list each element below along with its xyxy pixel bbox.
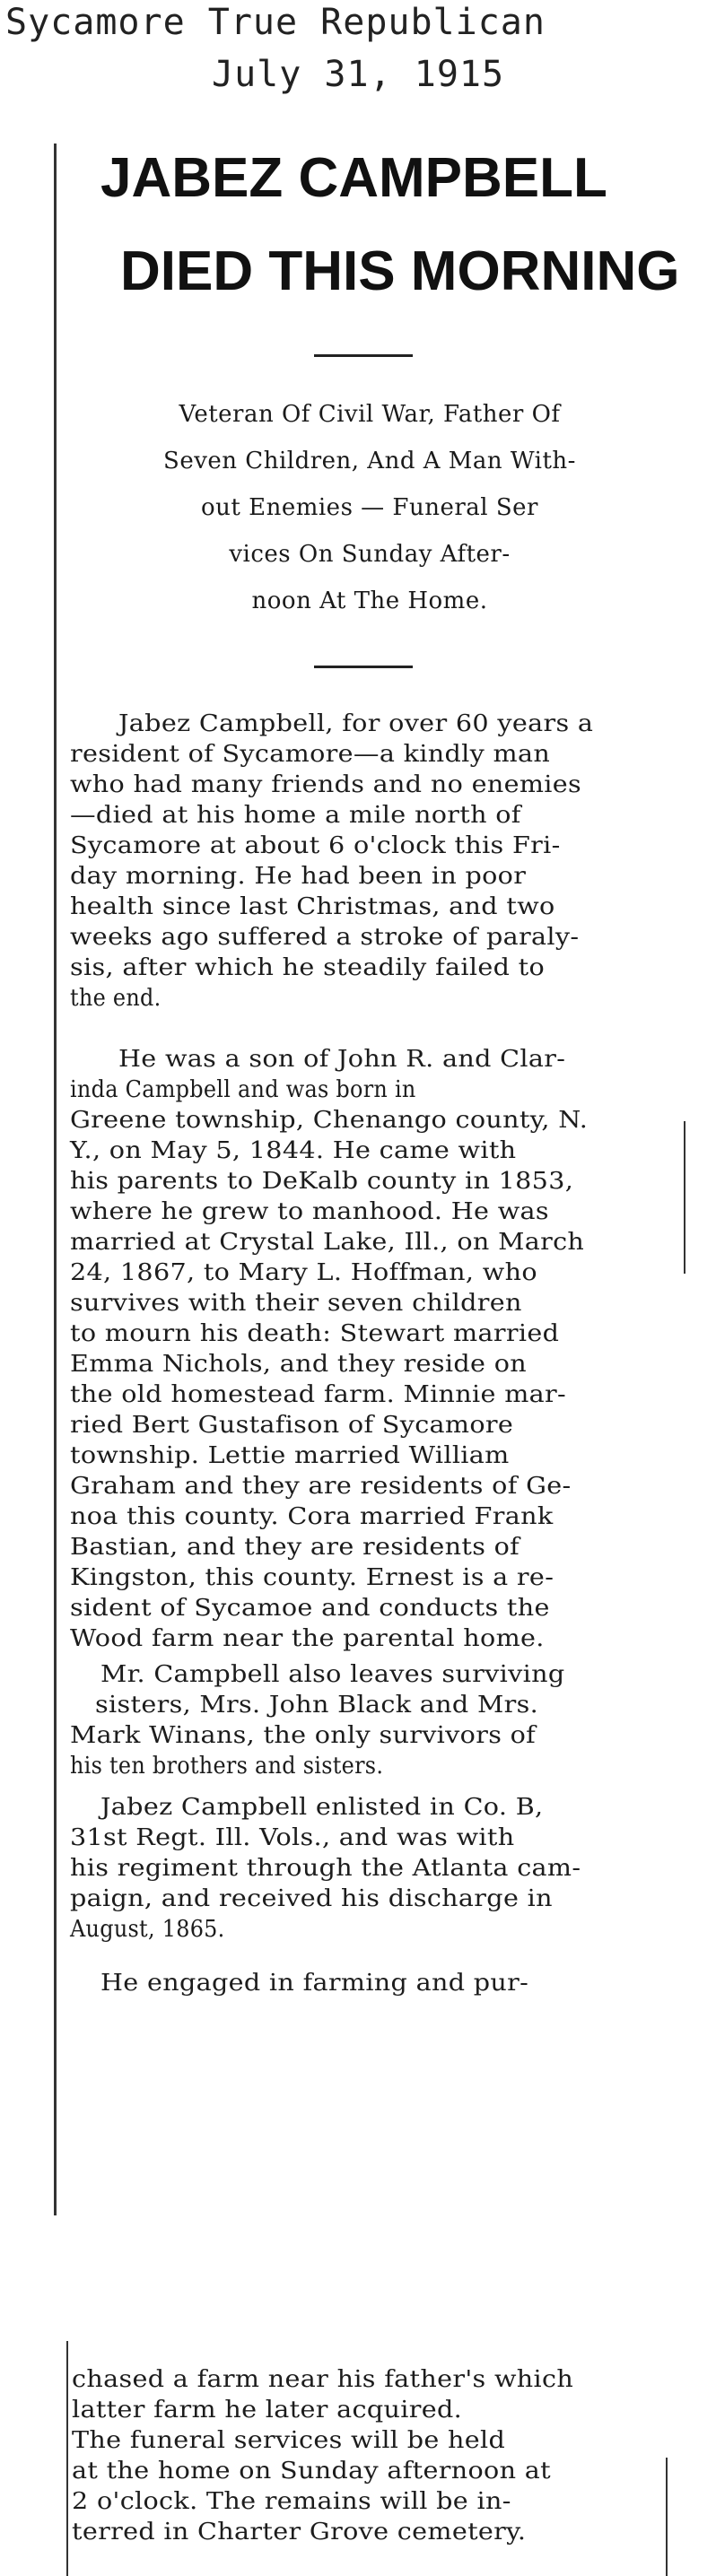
column-rule-left-lower bbox=[66, 2341, 68, 2576]
body-text-line: latter farm he later acquired. bbox=[72, 2397, 463, 2424]
body-text-line: 31st Regt. Ill. Vols., and was with bbox=[70, 1824, 515, 1851]
body-text-line: Bastian, and they are residents of bbox=[70, 1534, 520, 1561]
body-text-line: Kingston, this county. Ernest is a re- bbox=[70, 1564, 554, 1591]
body-text-line: Greene township, Chenango county, N. bbox=[70, 1107, 589, 1134]
body-text-line: August, 1865. bbox=[70, 1916, 225, 1943]
body-text-line: his parents to DeKalb county in 1853, bbox=[70, 1168, 574, 1195]
body-text-line: Sycamore at about 6 o'clock this Fri- bbox=[70, 832, 561, 859]
body-text-line: Wood farm near the parental home. bbox=[70, 1625, 545, 1652]
body-text-line: married at Crystal Lake, Ill., on March bbox=[70, 1229, 585, 1256]
body-text-line: to mourn his death: Stewart married bbox=[70, 1320, 560, 1347]
body-text-line: where he grew to manhood. He was bbox=[70, 1198, 549, 1225]
body-text-line: survives with their seven children bbox=[70, 1290, 522, 1317]
newspaper-name: Sycamore True Republican bbox=[5, 2, 546, 43]
publication-date: July 31, 1915 bbox=[212, 54, 505, 95]
body-text-line: who had many friends and no enemies bbox=[70, 771, 582, 798]
body-text-line: his regiment through the Atlanta cam- bbox=[70, 1855, 581, 1882]
body-text-line: chased a farm near his father's which bbox=[72, 2366, 574, 2393]
headline-line-2: DIED THIS MORNING bbox=[120, 240, 680, 302]
body-text-line: his ten brothers and sisters. bbox=[70, 1753, 384, 1780]
body-text-line: resident of Sycamore—a kindly man bbox=[70, 741, 551, 768]
body-text-line: He engaged in farming and pur- bbox=[100, 1970, 529, 1997]
body-text-line: inda Campbell and was born in bbox=[70, 1076, 416, 1103]
subheadline-deck bbox=[74, 391, 666, 624]
body-text-line: —died at his home a mile north of bbox=[70, 802, 521, 829]
body-text-line: day morning. He had been in poor bbox=[70, 863, 527, 890]
body-text-line: the end. bbox=[70, 985, 162, 1012]
body-text-line: Emma Nichols, and they reside on bbox=[70, 1351, 528, 1378]
column-rule-left bbox=[54, 144, 57, 2215]
subhead-line: Veteran Of Civil War, Father Of bbox=[179, 401, 561, 428]
body-text-line: Graham and they are residents of Ge- bbox=[70, 1473, 572, 1500]
body-text-line: sident of Sycamoe and conducts the bbox=[70, 1595, 550, 1622]
body-text-line: 2 o'clock. The remains will be in- bbox=[72, 2488, 511, 2515]
body-text-line: the old homestead farm. Minnie mar- bbox=[70, 1381, 567, 1408]
headline-line-1: JABEZ CAMPBELL bbox=[100, 147, 607, 209]
headline-divider bbox=[314, 354, 413, 357]
body-text-line: health since last Christmas, and two bbox=[70, 893, 555, 920]
deck-divider bbox=[314, 666, 413, 668]
body-text-line: 24, 1867, to Mary L. Hoffman, who bbox=[70, 1259, 537, 1286]
body-text-line: sis, after which he steadily failed to bbox=[70, 954, 546, 981]
body-text-line: ried Bert Gustafison of Sycamore bbox=[70, 1412, 514, 1439]
body-text-line: Jabez Campbell, for over 60 years a bbox=[118, 710, 594, 737]
subhead-line: noon At The Home. bbox=[251, 587, 488, 614]
column-rule-right bbox=[684, 1121, 685, 1274]
subhead-line: out Enemies — Funeral Ser bbox=[200, 494, 538, 521]
body-text-line: Jabez Campbell enlisted in Co. B, bbox=[100, 1794, 544, 1821]
body-text-line: He was a son of John R. and Clar- bbox=[118, 1046, 566, 1073]
body-text-line: weeks ago suffered a stroke of paraly- bbox=[70, 924, 580, 951]
body-text-line: at the home on Sunday afternoon at bbox=[72, 2458, 551, 2485]
subhead-line: vices On Sunday After- bbox=[229, 541, 511, 568]
body-text-line: paign, and received his discharge in bbox=[70, 1885, 553, 1912]
column-rule-right-lower bbox=[666, 2458, 668, 2576]
body-text-line: noa this county. Cora married Frank bbox=[70, 1503, 554, 1530]
subhead-line: Seven Children, And A Man With- bbox=[163, 448, 576, 474]
body-text-line: The funeral services will be held bbox=[72, 2427, 506, 2454]
body-text-line: Mr. Campbell also leaves surviving bbox=[100, 1661, 565, 1688]
body-text-line: Y., on May 5, 1844. He came with bbox=[70, 1137, 517, 1164]
body-text-line: sisters, Mrs. John Black and Mrs. bbox=[95, 1692, 539, 1719]
body-text-line: Mark Winans, the only survivors of bbox=[70, 1722, 537, 1749]
body-text-line: township. Lettie married William bbox=[70, 1442, 510, 1469]
body-text-line: terred in Charter Grove cemetery. bbox=[72, 2519, 527, 2546]
